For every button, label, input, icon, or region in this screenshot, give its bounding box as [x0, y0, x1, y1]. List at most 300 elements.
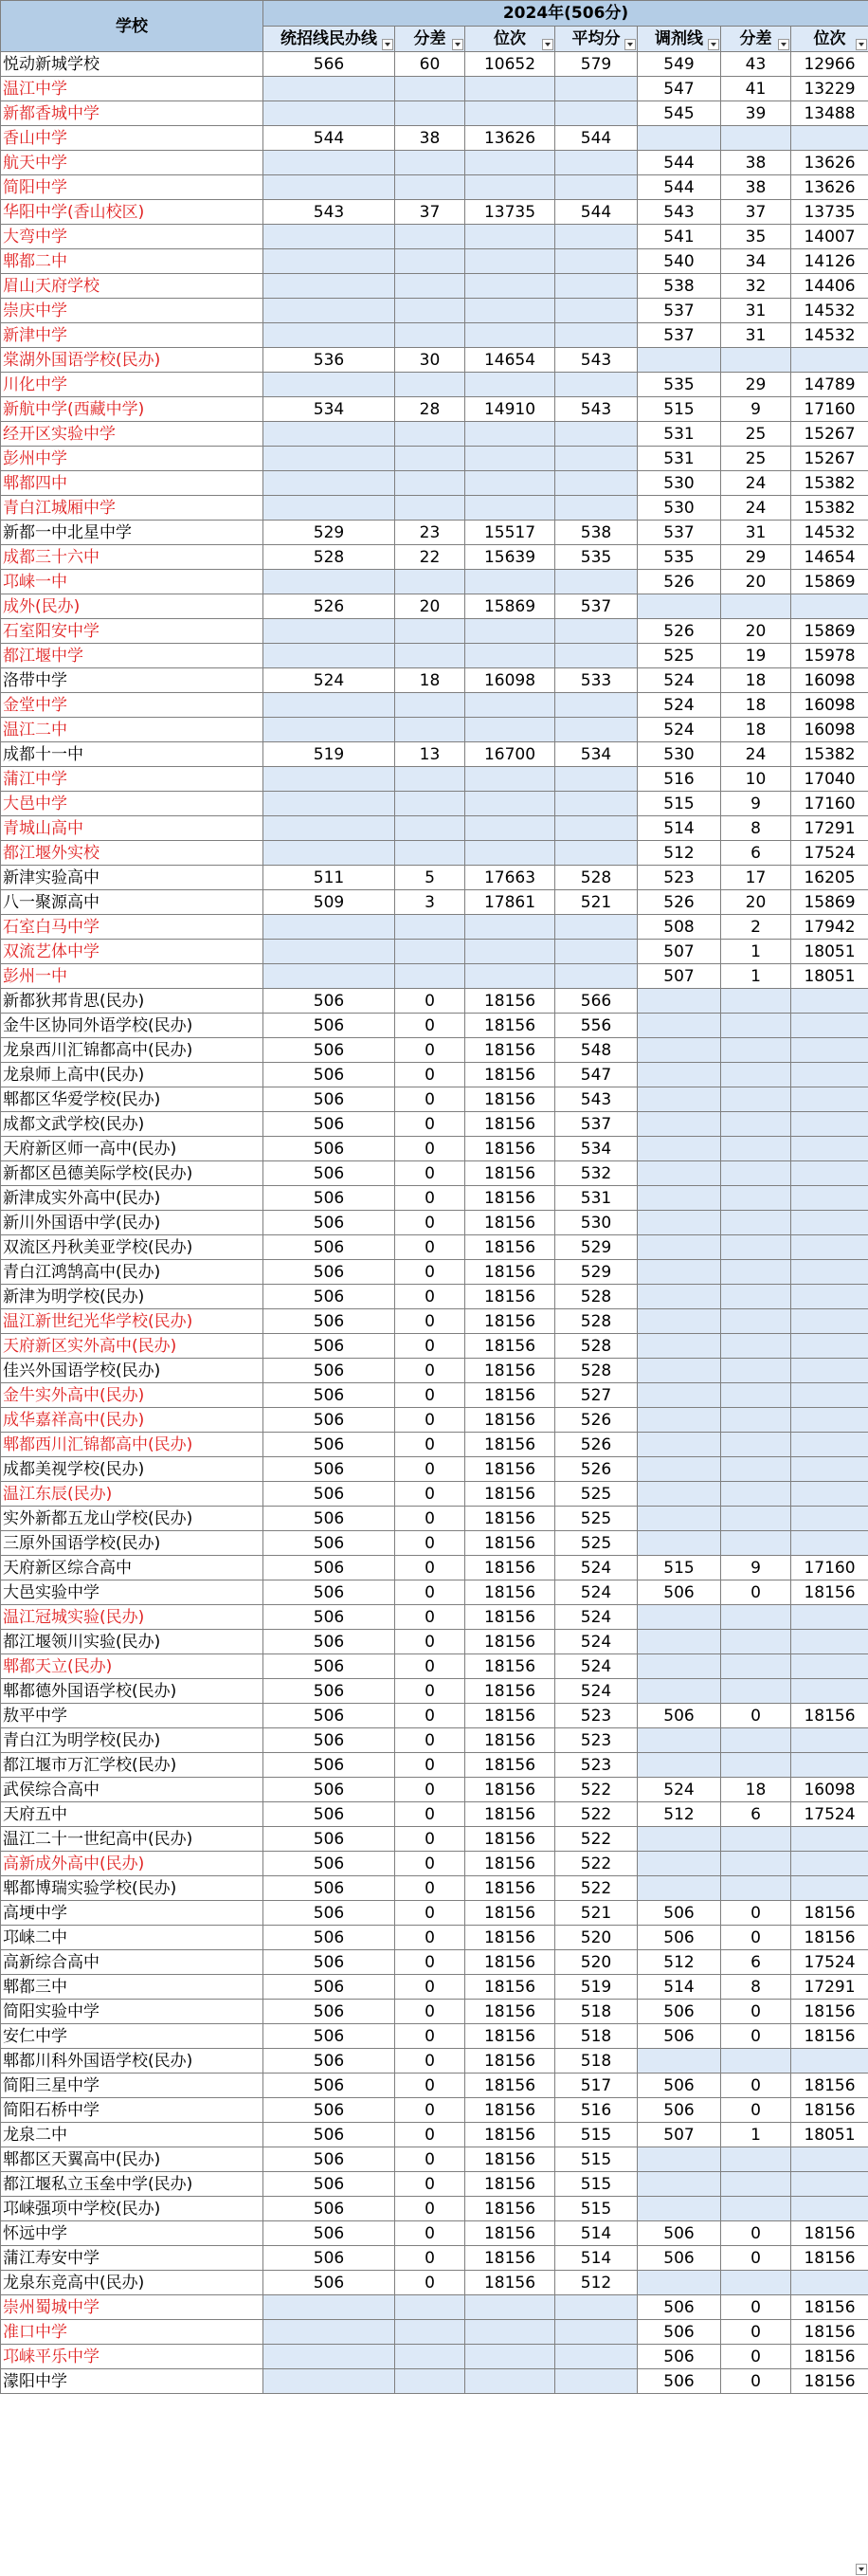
adjust-diff-cell[interactable]: 32: [721, 274, 791, 299]
adjust-line-cell[interactable]: 535: [638, 373, 721, 397]
adjust-line-cell[interactable]: [638, 1827, 721, 1852]
diff-cell[interactable]: 0: [395, 1112, 465, 1137]
cutoff-cell[interactable]: [263, 792, 395, 816]
cutoff-cell[interactable]: 506: [263, 2172, 395, 2197]
average-cell[interactable]: 525: [555, 1482, 638, 1507]
adjust-diff-cell[interactable]: 31: [721, 299, 791, 323]
adjust-diff-cell[interactable]: 18: [721, 1778, 791, 1802]
average-cell[interactable]: 579: [555, 52, 638, 77]
rank-cell[interactable]: 18156: [465, 1211, 555, 1235]
adjust-line-cell[interactable]: [638, 1359, 721, 1383]
adjust-line-cell[interactable]: [638, 1112, 721, 1137]
rank-cell[interactable]: 18156: [465, 1827, 555, 1852]
rank-cell[interactable]: 18156: [465, 2000, 555, 2024]
school-name-cell[interactable]: 邛崃一中: [1, 570, 263, 594]
average-cell[interactable]: 518: [555, 2024, 638, 2049]
adjust-rank-cell[interactable]: 18156: [791, 2074, 868, 2098]
rank-cell[interactable]: 18156: [465, 2049, 555, 2074]
adjust-line-cell[interactable]: 506: [638, 2000, 721, 2024]
adjust-line-cell[interactable]: 514: [638, 816, 721, 841]
adjust-diff-cell[interactable]: 0: [721, 2000, 791, 2024]
adjust-diff-cell[interactable]: [721, 1235, 791, 1260]
adjust-line-cell[interactable]: 506: [638, 2295, 721, 2320]
adjust-diff-cell[interactable]: [721, 1211, 791, 1235]
diff-cell[interactable]: 0: [395, 1161, 465, 1186]
diff-cell[interactable]: 0: [395, 1235, 465, 1260]
diff-cell[interactable]: 0: [395, 1507, 465, 1531]
diff-cell[interactable]: 0: [395, 1556, 465, 1580]
adjust-rank-cell[interactable]: [791, 1728, 868, 1753]
average-cell[interactable]: 537: [555, 594, 638, 619]
diff-cell[interactable]: [395, 2345, 465, 2369]
school-name-cell[interactable]: 成外(民办): [1, 594, 263, 619]
adjust-rank-cell[interactable]: [791, 1359, 868, 1383]
adjust-rank-cell[interactable]: 16205: [791, 866, 868, 890]
school-name-cell[interactable]: 经开区实验中学: [1, 422, 263, 447]
adjust-diff-cell[interactable]: [721, 1852, 791, 1876]
adjust-rank-cell[interactable]: 14532: [791, 323, 868, 348]
adjust-line-cell[interactable]: 512: [638, 1802, 721, 1827]
rank-cell[interactable]: 18156: [465, 1926, 555, 1950]
cutoff-cell[interactable]: [263, 964, 395, 989]
school-name-cell[interactable]: 新津成实外高中(民办): [1, 1186, 263, 1211]
rank-cell[interactable]: 18156: [465, 1038, 555, 1063]
adjust-diff-cell[interactable]: [721, 1827, 791, 1852]
rank-cell[interactable]: [465, 915, 555, 940]
cutoff-cell[interactable]: 544: [263, 126, 395, 151]
rank-cell[interactable]: 18156: [465, 1235, 555, 1260]
diff-cell[interactable]: [395, 570, 465, 594]
rank-cell[interactable]: 13626: [465, 126, 555, 151]
average-cell[interactable]: [555, 77, 638, 101]
adjust-rank-cell[interactable]: 15978: [791, 644, 868, 668]
adjust-diff-cell[interactable]: 0: [721, 2320, 791, 2345]
school-name-cell[interactable]: 简阳三星中学: [1, 2074, 263, 2098]
school-name-cell[interactable]: 金牛实外高中(民办): [1, 1383, 263, 1408]
rank-cell[interactable]: [465, 151, 555, 175]
rank-cell[interactable]: [465, 101, 555, 126]
cutoff-cell[interactable]: 506: [263, 1309, 395, 1334]
adjust-rank-cell[interactable]: [791, 126, 868, 151]
rank-cell[interactable]: 18156: [465, 2246, 555, 2271]
diff-cell[interactable]: [395, 693, 465, 718]
rank-cell[interactable]: [465, 2320, 555, 2345]
adjust-line-cell[interactable]: 526: [638, 890, 721, 915]
adjust-line-cell[interactable]: 524: [638, 668, 721, 693]
adjust-diff-cell[interactable]: 38: [721, 175, 791, 200]
rank-cell[interactable]: 18156: [465, 1087, 555, 1112]
diff-cell[interactable]: [395, 792, 465, 816]
cutoff-cell[interactable]: [263, 249, 395, 274]
school-name-cell[interactable]: 眉山天府学校: [1, 274, 263, 299]
adjust-rank-cell[interactable]: [791, 1014, 868, 1038]
adjust-diff-cell[interactable]: [721, 2147, 791, 2172]
adjust-line-cell[interactable]: [638, 1383, 721, 1408]
school-name-cell[interactable]: 郫都二中: [1, 249, 263, 274]
diff-cell[interactable]: [395, 816, 465, 841]
average-cell[interactable]: 556: [555, 1014, 638, 1038]
cutoff-cell[interactable]: 506: [263, 1827, 395, 1852]
rank-cell[interactable]: 18156: [465, 1728, 555, 1753]
school-name-cell[interactable]: 青城山高中: [1, 816, 263, 841]
school-name-cell[interactable]: 大邑中学: [1, 792, 263, 816]
adjust-diff-cell[interactable]: 24: [721, 742, 791, 767]
cutoff-cell[interactable]: 506: [263, 2221, 395, 2246]
average-cell[interactable]: 530: [555, 1211, 638, 1235]
rank-cell[interactable]: [465, 816, 555, 841]
rank-cell[interactable]: 15639: [465, 545, 555, 570]
average-cell[interactable]: 528: [555, 866, 638, 890]
adjust-line-cell[interactable]: [638, 1876, 721, 1901]
adjust-rank-cell[interactable]: [791, 1137, 868, 1161]
adjust-rank-cell[interactable]: 18156: [791, 1926, 868, 1950]
school-name-cell[interactable]: 棠湖外国语学校(民办): [1, 348, 263, 373]
adjust-diff-cell[interactable]: 18: [721, 668, 791, 693]
rank-cell[interactable]: 18156: [465, 1975, 555, 2000]
school-name-cell[interactable]: 青白江城厢中学: [1, 496, 263, 521]
average-cell[interactable]: 522: [555, 1827, 638, 1852]
header-col-adjust-diff[interactable]: 分差: [721, 27, 791, 52]
school-name-cell[interactable]: 郫都三中: [1, 1975, 263, 2000]
adjust-rank-cell[interactable]: 13626: [791, 175, 868, 200]
cutoff-cell[interactable]: 506: [263, 2098, 395, 2123]
adjust-diff-cell[interactable]: 20: [721, 890, 791, 915]
diff-cell[interactable]: [395, 915, 465, 940]
diff-cell[interactable]: [395, 2320, 465, 2345]
adjust-line-cell[interactable]: 543: [638, 200, 721, 225]
diff-cell[interactable]: 0: [395, 1802, 465, 1827]
adjust-line-cell[interactable]: 506: [638, 1901, 721, 1926]
average-cell[interactable]: [555, 447, 638, 471]
rank-cell[interactable]: [465, 718, 555, 742]
cutoff-cell[interactable]: 536: [263, 348, 395, 373]
adjust-diff-cell[interactable]: 41: [721, 77, 791, 101]
diff-cell[interactable]: [395, 249, 465, 274]
adjust-line-cell[interactable]: 506: [638, 2024, 721, 2049]
adjust-diff-cell[interactable]: 31: [721, 521, 791, 545]
diff-cell[interactable]: 0: [395, 1186, 465, 1211]
school-name-cell[interactable]: 崇州蜀城中学: [1, 2295, 263, 2320]
average-cell[interactable]: 528: [555, 1359, 638, 1383]
diff-cell[interactable]: 0: [395, 1531, 465, 1556]
cutoff-cell[interactable]: 506: [263, 1087, 395, 1112]
diff-cell[interactable]: 0: [395, 1778, 465, 1802]
adjust-diff-cell[interactable]: 6: [721, 841, 791, 866]
diff-cell[interactable]: 0: [395, 1926, 465, 1950]
diff-cell[interactable]: 0: [395, 2246, 465, 2271]
adjust-rank-cell[interactable]: 18156: [791, 2369, 868, 2394]
rank-cell[interactable]: [465, 77, 555, 101]
adjust-line-cell[interactable]: 531: [638, 447, 721, 471]
adjust-rank-cell[interactable]: 17291: [791, 816, 868, 841]
cutoff-cell[interactable]: 506: [263, 1186, 395, 1211]
cutoff-cell[interactable]: 506: [263, 1950, 395, 1975]
adjust-rank-cell[interactable]: 18156: [791, 1901, 868, 1926]
school-name-cell[interactable]: 川化中学: [1, 373, 263, 397]
diff-cell[interactable]: 0: [395, 2221, 465, 2246]
school-name-cell[interactable]: 新津中学: [1, 323, 263, 348]
cutoff-cell[interactable]: [263, 101, 395, 126]
adjust-rank-cell[interactable]: 15869: [791, 619, 868, 644]
average-cell[interactable]: 534: [555, 742, 638, 767]
adjust-line-cell[interactable]: 506: [638, 2246, 721, 2271]
adjust-line-cell[interactable]: [638, 1531, 721, 1556]
school-name-cell[interactable]: 成都三十六中: [1, 545, 263, 570]
average-cell[interactable]: [555, 175, 638, 200]
school-name-cell[interactable]: 石室阳安中学: [1, 619, 263, 644]
adjust-line-cell[interactable]: [638, 2147, 721, 2172]
adjust-rank-cell[interactable]: [791, 1063, 868, 1087]
adjust-line-cell[interactable]: [638, 1211, 721, 1235]
diff-cell[interactable]: 0: [395, 1063, 465, 1087]
average-cell[interactable]: [555, 274, 638, 299]
average-cell[interactable]: 524: [555, 1580, 638, 1605]
diff-cell[interactable]: 0: [395, 1704, 465, 1728]
school-name-cell[interactable]: 郫都博瑞实验学校(民办): [1, 1876, 263, 1901]
diff-cell[interactable]: 0: [395, 1852, 465, 1876]
cutoff-cell[interactable]: 506: [263, 1161, 395, 1186]
school-name-cell[interactable]: 都江堰中学: [1, 644, 263, 668]
cutoff-cell[interactable]: [263, 915, 395, 940]
school-name-cell[interactable]: 天府新区实外高中(民办): [1, 1334, 263, 1359]
school-name-cell[interactable]: 大弯中学: [1, 225, 263, 249]
school-name-cell[interactable]: 天府五中: [1, 1802, 263, 1827]
adjust-line-cell[interactable]: 506: [638, 2369, 721, 2394]
adjust-line-cell[interactable]: 524: [638, 718, 721, 742]
school-name-cell[interactable]: 新航中学(西藏中学): [1, 397, 263, 422]
rank-cell[interactable]: 18156: [465, 2221, 555, 2246]
cutoff-cell[interactable]: 526: [263, 594, 395, 619]
average-cell[interactable]: [555, 299, 638, 323]
adjust-diff-cell[interactable]: 43: [721, 52, 791, 77]
cutoff-cell[interactable]: [263, 373, 395, 397]
adjust-rank-cell[interactable]: 17040: [791, 767, 868, 792]
adjust-line-cell[interactable]: 544: [638, 151, 721, 175]
adjust-rank-cell[interactable]: 17524: [791, 1950, 868, 1975]
adjust-line-cell[interactable]: [638, 1852, 721, 1876]
average-cell[interactable]: 524: [555, 1654, 638, 1679]
adjust-diff-cell[interactable]: [721, 1457, 791, 1482]
adjust-rank-cell[interactable]: [791, 1654, 868, 1679]
adjust-rank-cell[interactable]: 18051: [791, 940, 868, 964]
adjust-diff-cell[interactable]: 0: [721, 2369, 791, 2394]
adjust-rank-cell[interactable]: 17524: [791, 841, 868, 866]
school-name-cell[interactable]: 实外新都五龙山学校(民办): [1, 1507, 263, 1531]
diff-cell[interactable]: 0: [395, 2197, 465, 2221]
average-cell[interactable]: 523: [555, 1704, 638, 1728]
diff-cell[interactable]: 23: [395, 521, 465, 545]
school-name-cell[interactable]: 新都香城中学: [1, 101, 263, 126]
adjust-diff-cell[interactable]: 0: [721, 2024, 791, 2049]
rank-cell[interactable]: 18156: [465, 1334, 555, 1359]
adjust-line-cell[interactable]: 547: [638, 77, 721, 101]
rank-cell[interactable]: 18156: [465, 2074, 555, 2098]
diff-cell[interactable]: 0: [395, 1901, 465, 1926]
average-cell[interactable]: 566: [555, 989, 638, 1014]
diff-cell[interactable]: 0: [395, 1038, 465, 1063]
diff-cell[interactable]: 0: [395, 1950, 465, 1975]
rank-cell[interactable]: 14654: [465, 348, 555, 373]
adjust-line-cell[interactable]: 526: [638, 570, 721, 594]
adjust-line-cell[interactable]: [638, 1630, 721, 1654]
average-cell[interactable]: 522: [555, 1802, 638, 1827]
adjust-diff-cell[interactable]: [721, 1482, 791, 1507]
diff-cell[interactable]: 0: [395, 1285, 465, 1309]
adjust-diff-cell[interactable]: 20: [721, 619, 791, 644]
adjust-diff-cell[interactable]: 0: [721, 2345, 791, 2369]
cutoff-cell[interactable]: [263, 693, 395, 718]
adjust-diff-cell[interactable]: [721, 1728, 791, 1753]
adjust-rank-cell[interactable]: 18156: [791, 1580, 868, 1605]
rank-cell[interactable]: 10652: [465, 52, 555, 77]
rank-cell[interactable]: 17861: [465, 890, 555, 915]
school-name-cell[interactable]: 温江二十一世纪高中(民办): [1, 1827, 263, 1852]
diff-cell[interactable]: 0: [395, 1137, 465, 1161]
adjust-diff-cell[interactable]: 29: [721, 373, 791, 397]
school-name-cell[interactable]: 简阳石桥中学: [1, 2098, 263, 2123]
diff-cell[interactable]: [395, 2369, 465, 2394]
cutoff-cell[interactable]: 506: [263, 1014, 395, 1038]
rank-cell[interactable]: [465, 841, 555, 866]
rank-cell[interactable]: [465, 323, 555, 348]
adjust-rank-cell[interactable]: 18156: [791, 2098, 868, 2123]
rank-cell[interactable]: [465, 471, 555, 496]
diff-cell[interactable]: 0: [395, 2000, 465, 2024]
school-name-cell[interactable]: 新都区邑德美际学校(民办): [1, 1161, 263, 1186]
diff-cell[interactable]: 0: [395, 1753, 465, 1778]
adjust-line-cell[interactable]: 506: [638, 1704, 721, 1728]
average-cell[interactable]: 514: [555, 2221, 638, 2246]
adjust-line-cell[interactable]: [638, 1137, 721, 1161]
adjust-rank-cell[interactable]: 16098: [791, 668, 868, 693]
rank-cell[interactable]: 18156: [465, 1556, 555, 1580]
adjust-diff-cell[interactable]: 8: [721, 1975, 791, 2000]
rank-cell[interactable]: 18156: [465, 2123, 555, 2147]
school-name-cell[interactable]: 龙泉师上高中(民办): [1, 1063, 263, 1087]
adjust-line-cell[interactable]: 549: [638, 52, 721, 77]
adjust-diff-cell[interactable]: [721, 348, 791, 373]
average-cell[interactable]: 517: [555, 2074, 638, 2098]
school-name-cell[interactable]: 大邑实验中学: [1, 1580, 263, 1605]
average-cell[interactable]: 548: [555, 1038, 638, 1063]
adjust-line-cell[interactable]: [638, 1087, 721, 1112]
school-name-cell[interactable]: 崇庆中学: [1, 299, 263, 323]
school-name-cell[interactable]: 郫都西川汇锦都高中(民办): [1, 1433, 263, 1457]
diff-cell[interactable]: 0: [395, 2098, 465, 2123]
average-cell[interactable]: 543: [555, 397, 638, 422]
rank-cell[interactable]: [465, 2345, 555, 2369]
school-name-cell[interactable]: 敖平中学: [1, 1704, 263, 1728]
adjust-diff-cell[interactable]: [721, 1063, 791, 1087]
adjust-rank-cell[interactable]: 17291: [791, 1975, 868, 2000]
adjust-diff-cell[interactable]: 39: [721, 101, 791, 126]
school-name-cell[interactable]: 温江新世纪光华学校(民办): [1, 1309, 263, 1334]
school-name-cell[interactable]: 高新综合高中: [1, 1950, 263, 1975]
adjust-rank-cell[interactable]: [791, 1408, 868, 1433]
average-cell[interactable]: 544: [555, 126, 638, 151]
adjust-diff-cell[interactable]: [721, 1309, 791, 1334]
diff-cell[interactable]: 0: [395, 2024, 465, 2049]
diff-cell[interactable]: [395, 940, 465, 964]
adjust-rank-cell[interactable]: [791, 1211, 868, 1235]
filter-dropdown-icon[interactable]: [542, 39, 553, 50]
average-cell[interactable]: [555, 816, 638, 841]
adjust-line-cell[interactable]: [638, 1433, 721, 1457]
adjust-diff-cell[interactable]: 10: [721, 767, 791, 792]
school-name-cell[interactable]: 天府新区师一高中(民办): [1, 1137, 263, 1161]
adjust-rank-cell[interactable]: [791, 1876, 868, 1901]
average-cell[interactable]: [555, 2295, 638, 2320]
cutoff-cell[interactable]: [263, 299, 395, 323]
adjust-line-cell[interactable]: [638, 2172, 721, 2197]
cutoff-cell[interactable]: [263, 471, 395, 496]
adjust-line-cell[interactable]: 540: [638, 249, 721, 274]
filter-dropdown-icon[interactable]: [708, 39, 719, 50]
adjust-diff-cell[interactable]: 19: [721, 644, 791, 668]
average-cell[interactable]: 515: [555, 2172, 638, 2197]
cutoff-cell[interactable]: 509: [263, 890, 395, 915]
cutoff-cell[interactable]: 543: [263, 200, 395, 225]
adjust-rank-cell[interactable]: 15382: [791, 471, 868, 496]
adjust-line-cell[interactable]: 516: [638, 767, 721, 792]
adjust-line-cell[interactable]: [638, 1679, 721, 1704]
adjust-diff-cell[interactable]: 17: [721, 866, 791, 890]
adjust-rank-cell[interactable]: 14532: [791, 521, 868, 545]
school-name-cell[interactable]: 龙泉西川汇锦都高中(民办): [1, 1038, 263, 1063]
cutoff-cell[interactable]: [263, 841, 395, 866]
adjust-diff-cell[interactable]: [721, 1285, 791, 1309]
adjust-rank-cell[interactable]: 14126: [791, 249, 868, 274]
adjust-line-cell[interactable]: 507: [638, 2123, 721, 2147]
school-name-cell[interactable]: 蒲江寿安中学: [1, 2246, 263, 2271]
adjust-rank-cell[interactable]: 16098: [791, 718, 868, 742]
adjust-rank-cell[interactable]: [791, 1457, 868, 1482]
school-name-cell[interactable]: 洛带中学: [1, 668, 263, 693]
diff-cell[interactable]: [395, 151, 465, 175]
diff-cell[interactable]: 0: [395, 1260, 465, 1285]
average-cell[interactable]: 516: [555, 2098, 638, 2123]
diff-cell[interactable]: 0: [395, 1975, 465, 2000]
cutoff-cell[interactable]: [263, 447, 395, 471]
school-name-cell[interactable]: 高埂中学: [1, 1901, 263, 1926]
adjust-line-cell[interactable]: 507: [638, 964, 721, 989]
cutoff-cell[interactable]: 506: [263, 1580, 395, 1605]
rank-cell[interactable]: 18156: [465, 1359, 555, 1383]
school-name-cell[interactable]: 双流艺体中学: [1, 940, 263, 964]
adjust-rank-cell[interactable]: [791, 1235, 868, 1260]
adjust-diff-cell[interactable]: [721, 2049, 791, 2074]
cutoff-cell[interactable]: 506: [263, 1334, 395, 1359]
adjust-line-cell[interactable]: [638, 126, 721, 151]
school-name-cell[interactable]: 成都十一中: [1, 742, 263, 767]
school-name-cell[interactable]: 新都一中北星中学: [1, 521, 263, 545]
adjust-diff-cell[interactable]: 0: [721, 1580, 791, 1605]
average-cell[interactable]: [555, 323, 638, 348]
rank-cell[interactable]: 18156: [465, 1901, 555, 1926]
average-cell[interactable]: 523: [555, 1728, 638, 1753]
average-cell[interactable]: 524: [555, 1630, 638, 1654]
rank-cell[interactable]: 14910: [465, 397, 555, 422]
diff-cell[interactable]: 0: [395, 1876, 465, 1901]
average-cell[interactable]: [555, 2320, 638, 2345]
average-cell[interactable]: 531: [555, 1186, 638, 1211]
rank-cell[interactable]: [465, 644, 555, 668]
adjust-line-cell[interactable]: 544: [638, 175, 721, 200]
rank-cell[interactable]: 18156: [465, 1950, 555, 1975]
adjust-line-cell[interactable]: [638, 1038, 721, 1063]
school-name-cell[interactable]: 新津实验高中: [1, 866, 263, 890]
rank-cell[interactable]: [465, 274, 555, 299]
